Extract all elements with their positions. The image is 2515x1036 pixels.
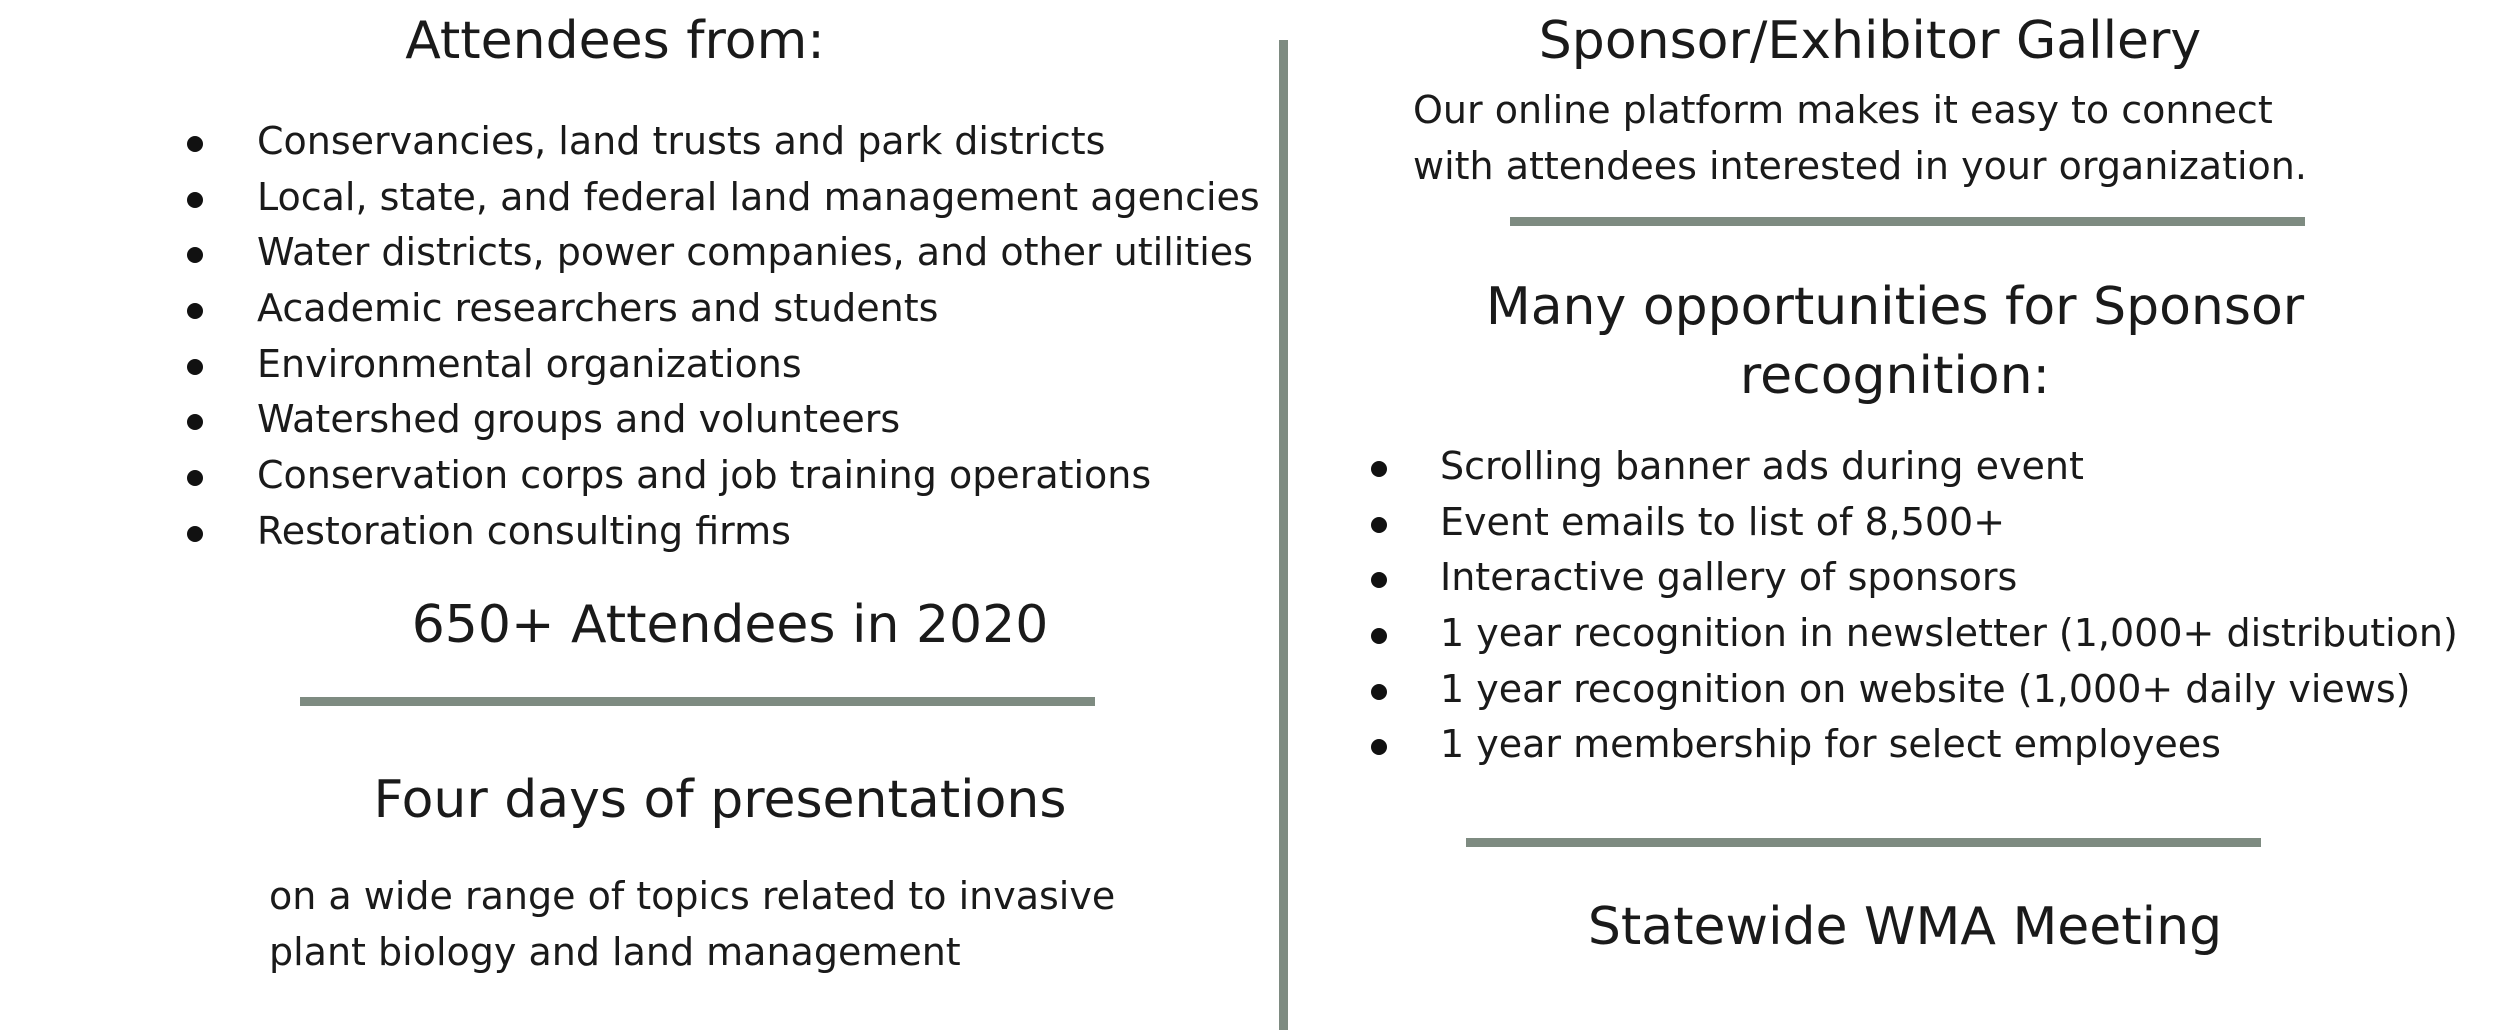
list-item bbox=[0, 170, 1270, 226]
gallery-line-2: with attendees interested in your organization. bbox=[1413, 144, 2307, 188]
list-item-text: Interactive gallery of sponsors bbox=[1440, 555, 2018, 600]
list-item bbox=[1340, 439, 2500, 495]
bullet-icon bbox=[1371, 517, 1387, 533]
bullet-icon bbox=[1371, 739, 1387, 755]
list-item-text: Local, state, and federal land management agencies bbox=[257, 174, 1260, 219]
list-item bbox=[0, 114, 1270, 170]
list-item-text: Watershed groups and volunteers bbox=[257, 397, 901, 442]
bullet-icon bbox=[187, 247, 203, 263]
list-item bbox=[1340, 717, 2500, 773]
bullet-icon bbox=[1371, 461, 1387, 477]
list-item bbox=[0, 281, 1270, 337]
list-item bbox=[0, 225, 1270, 281]
bullet-icon bbox=[187, 192, 203, 208]
list-item-text: 1 year recognition in newsletter (1,000+ distribution) bbox=[1440, 611, 2458, 656]
list-item-text: Environmental organizations bbox=[257, 341, 802, 386]
list-item bbox=[1340, 495, 2500, 551]
presentations-line-1: on a wide range of topics related to invasive bbox=[269, 874, 1116, 918]
list-item-text: 1 year membership for select employees bbox=[1440, 722, 2221, 767]
bullet-icon bbox=[187, 359, 203, 375]
recognition-heading-line-2: recognition: bbox=[1739, 346, 2051, 406]
bullet-icon bbox=[187, 136, 203, 152]
center-divider bbox=[1279, 40, 1288, 1030]
list-item-text: Event emails to list of 8,500+ bbox=[1440, 499, 2006, 544]
list-item-text: Conservation corps and job training operations bbox=[257, 453, 1152, 498]
bullet-icon bbox=[1371, 572, 1387, 588]
list-item bbox=[1340, 606, 2500, 662]
list-item bbox=[0, 448, 1270, 504]
bullet-icon bbox=[187, 303, 203, 319]
list-item-text: Academic researchers and students bbox=[257, 286, 939, 331]
presentations-heading: Four days of presentations bbox=[373, 770, 1067, 830]
bullet-icon bbox=[1371, 628, 1387, 644]
attendance-stat: 650+ Attendees in 2020 bbox=[411, 595, 1049, 655]
right-divider-2 bbox=[1466, 838, 2261, 847]
gallery-line-1: Our online platform makes it easy to connect bbox=[1413, 88, 2273, 132]
list-item-text: Scrolling banner ads during event bbox=[1440, 444, 2084, 488]
gallery-heading: Sponsor/Exhibitor Gallery bbox=[1538, 11, 2202, 71]
bullet-icon bbox=[1371, 684, 1387, 700]
list-item-text: Conservancies, land trusts and park districts bbox=[257, 119, 1106, 163]
list-item bbox=[1340, 662, 2500, 718]
meeting-heading: Statewide WMA Meeting bbox=[1587, 897, 2223, 957]
list-item bbox=[0, 337, 1270, 393]
bullet-icon bbox=[187, 470, 203, 486]
list-item bbox=[0, 504, 1270, 560]
attendees-heading: Attendees from: bbox=[405, 11, 825, 71]
gallery-description bbox=[1413, 82, 2307, 194]
bullet-icon bbox=[187, 526, 203, 542]
presentations-line-2: plant biology and land management bbox=[269, 930, 961, 974]
attendee-list bbox=[0, 114, 1270, 560]
list-item-text: 1 year recognition on website (1,000+ daily views) bbox=[1440, 666, 2411, 711]
right-divider-1 bbox=[1510, 217, 2305, 226]
list-item-text: Water districts, power companies, and other utilities bbox=[257, 230, 1253, 275]
left-divider-1 bbox=[300, 697, 1095, 706]
recognition-heading bbox=[1340, 273, 2450, 411]
presentations-description bbox=[269, 868, 1115, 980]
list-item bbox=[1340, 550, 2500, 606]
bullet-icon bbox=[187, 414, 203, 430]
recognition-list bbox=[1340, 439, 2500, 773]
list-item-text: Restoration consulting firms bbox=[257, 508, 791, 553]
list-item bbox=[0, 392, 1270, 448]
recognition-heading-line-1: Many opportunities for Sponsor bbox=[1485, 277, 2305, 337]
